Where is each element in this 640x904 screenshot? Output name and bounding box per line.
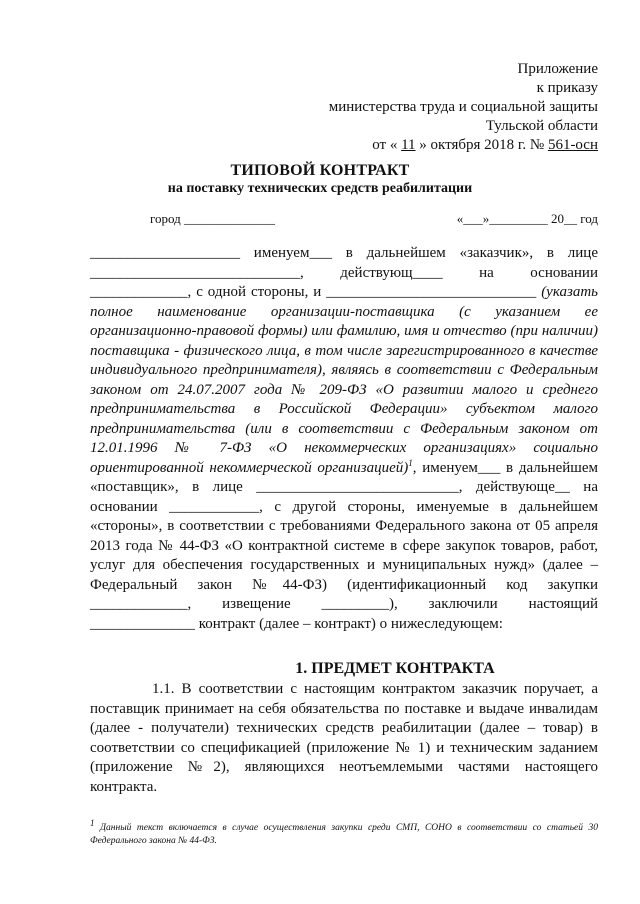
preamble-part-2: , именуем___ в дальнейшем «поставщик», в лице ___________________________, действующе__ на основании ____________, с другой стороны, именуемые в дальнейшем «стороны», в соответствии с требованиями Федерального закона от 05 апреля 2013 года № 44-ФЗ «О контрактной системе в сфере закупок товаров, работ, услуг для обеспечения государственных и муниципальных нужд» (далее – Федеральный закон №44-ФЗ) (идентификационный код закупки _____________, извещение _________), заключили настоящий ______________ контракт (далее – контракт) о нижеследующем: — [90, 459, 598, 632]
appendix-line-1: Приложение — [517, 61, 598, 77]
footnote-separator — [90, 810, 250, 811]
date-field: «___»_________ 20__ год — [456, 211, 598, 226]
preamble-part-1: ____________________ именуем___ в дальнейшем «заказчик», в лице ____________________________, действующ____ на основании _____________, с одной стороны, и ____________________________ — [90, 245, 598, 300]
footnote — [90, 817, 598, 848]
preamble — [90, 244, 598, 634]
date-day: 11 — [401, 137, 416, 153]
date-prefix: от « — [372, 137, 398, 153]
appendix-line-4: Тульской области — [485, 118, 598, 134]
clause-1-1: 1.1. В соответствии с настоящим контрактом заказчик поручает, а поставщик принимает на себя обязательства по поставке и выдаче инвалидам (далее - получатели) технических средств реабилитации (далее – товар) в соответствии со спецификацией (приложение № 1) и техническим заданием (приложение №2), являющихся неотъемлемыми частями настоящего контракта. — [90, 681, 598, 795]
footnote-ref[interactable]: 1 — [408, 457, 413, 468]
section-1-heading: 1. ПРЕДМЕТ КОНТРАКТА — [295, 660, 495, 677]
date-month: » октября 2018 г. № — [419, 137, 548, 153]
footnote-mark: 1 — [90, 817, 95, 828]
preamble-italic-note: (указать полное наименование организации-поставщика (с указанием ее организационно-правовой формы) или фамилию, имя и отчество (при наличии) поставщика - физического лица, в том числе зарегистрированного в качестве индивидуального предпринимателя), являясь в соответствии с Федеральным законом от 24.07.2007 года № 209-ФЗ «О развитии малого и среднего предпринимательства в Российской Федерации» субъектом малого предпринимательства (или в соответствии с Федеральным законом от 12.01.1996 № 7-ФЗ «О некоммерческих организациях» социально ориентированной некоммерческой организацией) — [90, 284, 598, 476]
contract-title: ТИПОВОЙ КОНТРАКТ — [230, 162, 410, 179]
appendix-header — [329, 60, 598, 155]
appendix-line-3: министерства труда и социальной защиты — [328, 99, 598, 115]
contract-subtitle: на поставку технических средств реабилитации — [167, 181, 473, 196]
appendix-date-line — [329, 136, 598, 155]
footnote-text: Данный текст включается в случае осуществления закупки среди СМП, СОНО в соответствии со статьей 30 Федерального закона № 44-ФЗ. — [90, 823, 598, 846]
city-field: город ______________ — [150, 211, 275, 226]
section-1-body — [90, 680, 598, 797]
appendix-line-2: к приказу — [536, 80, 598, 96]
order-number: 561-осн — [547, 137, 598, 153]
